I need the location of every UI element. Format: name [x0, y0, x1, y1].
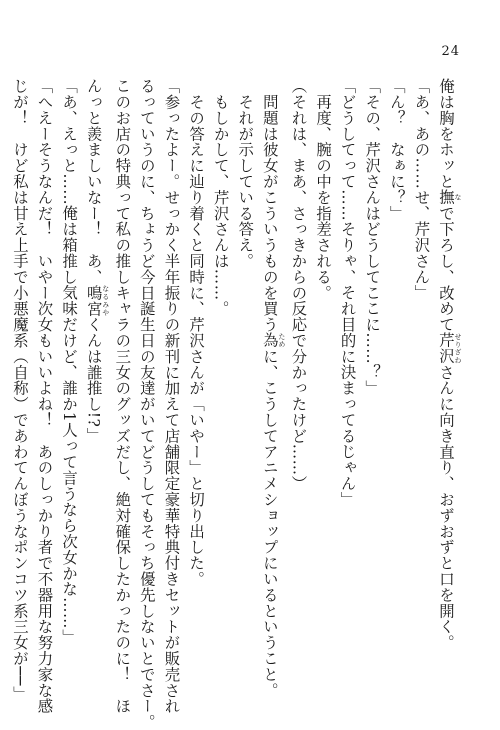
text-line: それが示している答え。	[236, 78, 255, 269]
text-line: その答えに辿り着くと同時に、芹沢さんが「いやー」と切り出した。	[187, 78, 206, 587]
text-line: 「ん？ なぁに？」	[387, 78, 406, 222]
text-line: 「あ、えっと……俺は箱推し気味だけど、誰か1人って言うなら次女かな……」	[60, 78, 79, 645]
text-line: 「へえーそうなんだ！ いやー次女もいいよね！ あのしっかり者で不器用な努力家な感	[35, 78, 54, 714]
text-line: 問題は彼女がこういうものを買う為 ために、こうしてアニメショップにいるということ。	[260, 78, 286, 699]
text-line: 「参ったよー。せっかく半年振りの新刊に加えて店舗限定豪華特典付きセットが販売され	[162, 78, 181, 714]
text-line: じが！ けど私は甘え上手で小悪魔系（自称）であわてんぼうなポンコツ系三女が──」	[10, 78, 29, 702]
text-line: このお店の特典って私の推しキャラの三女のグッズだし、絶対確保したかったのに！ ほ	[113, 78, 132, 714]
page-number: 24	[441, 44, 460, 59]
text-line: 俺は胸をホッと撫 なで下ろし、改めて芹沢 せりざわさんに向き直り、おずおずと口を開く。	[437, 78, 462, 651]
text-line: （それは、まあ、さっきからの反応で分かったけど……）	[289, 78, 308, 492]
ruby-annotation: ため	[277, 332, 286, 349]
text-line: んっと羨ましいなー！ あ、鳴宮 なるみやくんは誰推し!?」	[84, 78, 110, 444]
text-line: るっていうのに、ちょうど今日誕生日の友達がいてどうしてもそっち優先しないとでさー。	[137, 78, 156, 730]
text-line: 「その、芹沢さんはどうしてここに……？」	[363, 78, 382, 396]
novel-text-column	[7, 78, 462, 730]
ruby-annotation: せりざわ	[454, 332, 462, 365]
ruby-annotation: なるみや	[101, 284, 110, 317]
text-line: もしかして、芹沢さんは……。	[211, 78, 230, 317]
text-line: 「どうしてって……そりゃ、それ目的に決まってるじゃん」	[338, 78, 357, 508]
text-line: 「あ、あの……せ、芹沢さん」	[412, 78, 431, 301]
ruby-annotation: な	[454, 189, 462, 206]
text-line: 再度、腕の中を指差される。	[314, 78, 333, 301]
